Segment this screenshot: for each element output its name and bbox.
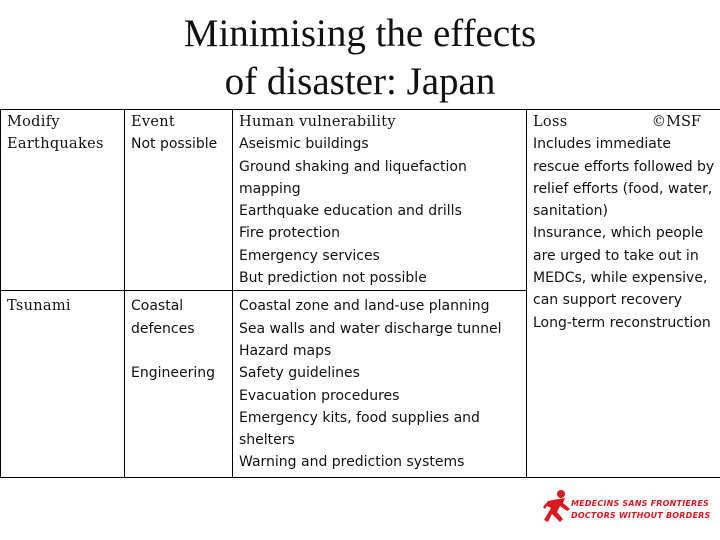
eq-vuln-6: Emergency services: [239, 247, 380, 264]
earthquakes-event: Not possible: [131, 136, 218, 153]
loss-7: MEDCs, while expensive,: [533, 270, 708, 287]
tsunami-event-3: Engineering: [131, 364, 215, 381]
loss-4: sanitation): [533, 203, 608, 220]
ts-vuln-3: Hazard maps: [239, 342, 332, 359]
msf-logo: [543, 487, 711, 527]
title-line-2: of disaster: Japan: [224, 60, 496, 103]
eq-vuln-3: mapping: [239, 180, 301, 197]
slide-title: [0, 10, 720, 106]
disaster-table: [0, 109, 720, 478]
header-vulnerability: Human vulnerability: [239, 114, 396, 130]
eq-vuln-4: Earthquake education and drills: [239, 203, 462, 220]
ts-vuln-2: Sea walls and water discharge tunnel: [239, 320, 502, 337]
tsunami-vulnerability-cell: [233, 291, 527, 477]
ts-vuln-7: shelters: [239, 432, 295, 449]
header-loss-line: [533, 111, 715, 133]
tsunami-event-2: defences: [131, 320, 195, 337]
copyright-label: ©MSF: [651, 114, 701, 130]
loss-5: Insurance, which people: [533, 225, 704, 242]
msf-running-man-icon: [543, 487, 573, 527]
ts-vuln-8: Warning and prediction systems: [239, 454, 465, 471]
header-modify: Modify: [7, 114, 60, 130]
header-row: [1, 110, 720, 291]
eq-vuln-5: Fire protection: [239, 225, 340, 242]
msf-logo-line-2: DOCTORS WITHOUT BORDERS: [571, 511, 711, 520]
eq-vuln-7: But prediction not possible: [239, 270, 427, 287]
loss-6: are urged to take out in: [533, 247, 699, 264]
header-modify-cell: [1, 110, 125, 291]
eq-vuln-2: Ground shaking and liquefaction: [239, 158, 467, 175]
tsunami-label: Tsunami: [7, 298, 71, 315]
header-loss: Loss: [533, 114, 568, 130]
loss-2: rescue efforts followed by: [533, 158, 715, 175]
tsunami-event-cell: [125, 291, 233, 477]
loss-9: Long-term reconstruction: [533, 314, 711, 331]
title-line-1: Minimising the effects: [183, 12, 537, 55]
loss-cell: [527, 110, 720, 478]
earthquakes-label: Earthquakes: [7, 136, 104, 153]
header-vulnerability-cell: [233, 110, 527, 291]
ts-vuln-5: Evacuation procedures: [239, 387, 400, 404]
header-event-cell: [125, 110, 233, 291]
ts-vuln-4: Safety guidelines: [239, 365, 360, 382]
header-event: Event: [131, 114, 176, 130]
loss-1: Includes immediate: [533, 136, 671, 153]
tsunami-event-1: Coastal: [131, 298, 184, 315]
loss-3: relief efforts (food, water,: [533, 180, 713, 197]
eq-vuln-1: Aseismic buildings: [239, 136, 369, 153]
tsunami-label-cell: [1, 291, 125, 477]
ts-vuln-6: Emergency kits, food supplies and: [239, 409, 480, 426]
msf-logo-line-1: MEDECINS SANS FRONTIERES: [571, 499, 710, 508]
loss-8: can support recovery: [533, 292, 683, 309]
ts-vuln-1: Coastal zone and land-use planning: [239, 298, 490, 315]
